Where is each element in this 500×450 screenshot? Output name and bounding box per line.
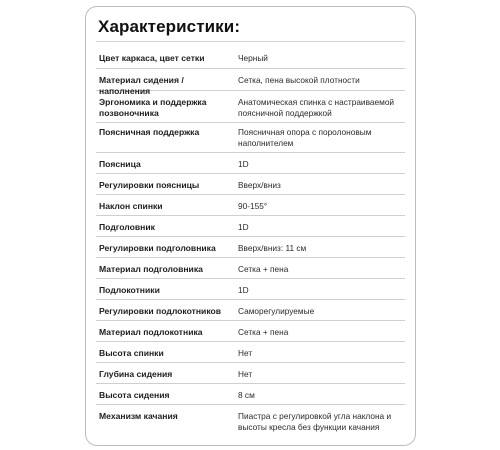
spec-value: Сетка + пена: [238, 327, 289, 337]
spec-row: [96, 405, 405, 445]
spec-row: [96, 321, 405, 342]
spec-key: Высота сидения: [99, 390, 170, 400]
spec-row: [96, 384, 405, 405]
spec-key: Глубина сидения: [99, 369, 173, 379]
spec-row: [96, 237, 405, 258]
spec-row: [96, 195, 405, 216]
spec-value: 1D: [238, 285, 249, 295]
spec-value: Сетка, пена высокой плотности: [238, 75, 360, 85]
card-title: Характеристики:: [98, 17, 241, 36]
spec-row: [96, 258, 405, 279]
spec-key: Наклон спинки: [99, 201, 163, 211]
spec-row: [96, 342, 405, 363]
spec-value: Сетка + пена: [238, 264, 289, 274]
spec-value: 90-155°: [238, 201, 268, 211]
spec-value: Нет: [238, 369, 253, 379]
spec-key: Поясничная поддержка: [99, 127, 200, 137]
spec-key: Материал подлокотника: [99, 327, 203, 337]
spec-key: Механизм качания: [99, 411, 178, 421]
spec-value: 1D: [238, 222, 249, 232]
spec-value: Вверх/вниз: [238, 180, 281, 190]
spec-row: [96, 69, 405, 96]
spec-value: Поясничная опора с поролоновым наполнителем: [238, 127, 372, 148]
spec-row: [96, 300, 405, 321]
spec-value: Анатомическая спинка с настраиваемой поясничной поддержкой: [238, 97, 395, 118]
spec-key: Поясница: [99, 159, 141, 169]
spec-value: Пиастра с регулировкой угла наклона и высоты кресла без функции качания: [238, 411, 392, 432]
specs-card: [85, 6, 416, 446]
spec-value: 8 см: [238, 390, 255, 400]
spec-key: Регулировки подлокотников: [99, 306, 222, 316]
spec-value: Черный: [238, 53, 268, 63]
spec-row: [96, 123, 405, 153]
spec-value: 1D: [238, 159, 249, 169]
spec-key: Материал сидения / наполнения: [99, 75, 184, 96]
spec-key: Высота спинки: [99, 348, 164, 358]
title-divider: [96, 41, 405, 42]
spec-key: Регулировки поясницы: [99, 180, 200, 190]
spec-row: [96, 279, 405, 300]
spec-row: [96, 216, 405, 237]
spec-key: Подголовник: [99, 222, 155, 232]
spec-row: [96, 363, 405, 384]
spec-value: Нет: [238, 348, 253, 358]
spec-row: [96, 174, 405, 195]
spec-value: Вверх/вниз: 11 см: [238, 243, 307, 253]
spec-key: Регулировки подголовника: [99, 243, 216, 253]
spec-value: Саморегулируемые: [238, 306, 315, 316]
spec-key: Материал подголовника: [99, 264, 203, 274]
spec-row: [96, 153, 405, 174]
spec-row: [96, 47, 405, 69]
spec-key: Цвет каркаса, цвет сетки: [99, 53, 205, 63]
spec-key: Подлокотники: [99, 285, 160, 295]
spec-table: [86, 47, 415, 445]
spec-key: Эргономика и поддержка позвоночника: [99, 97, 207, 118]
